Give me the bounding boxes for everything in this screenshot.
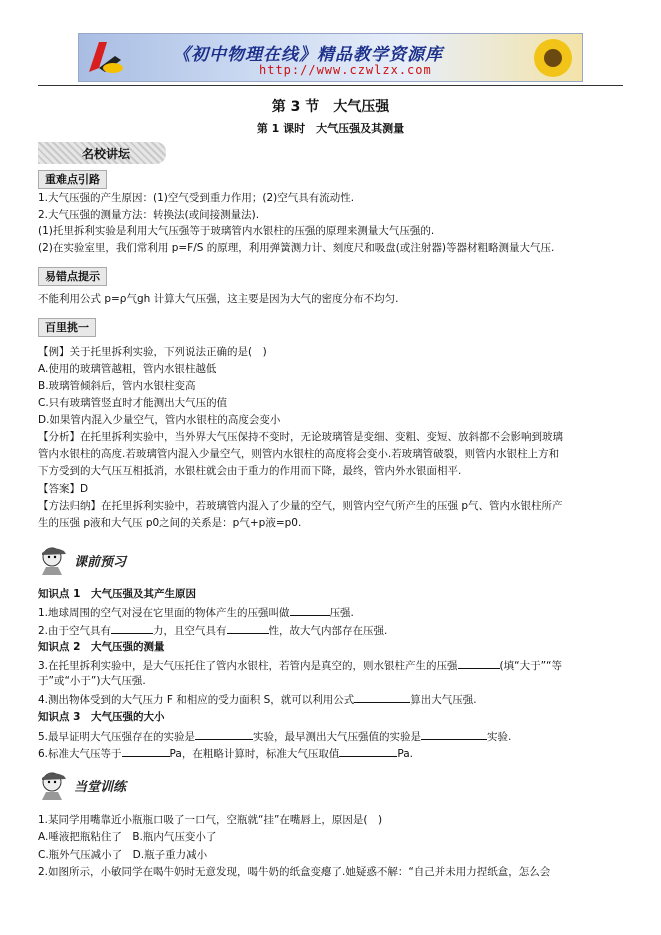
method-line: 【方法归纳】在托里拆利实验中，若玻璃管内混入了少量的空气，则管内空气所产生的压强 p气、管内水银柱所产 [38, 500, 563, 512]
student-icon [38, 545, 72, 575]
option-b: B.玻璃管倾斜后，管内水银柱变高 [38, 380, 196, 392]
question-4: 4.测出物体受到的大气压力 F 和相应的受力面积 S，就可以利用公式 算出大气压强. [38, 691, 477, 708]
yicuo-line: 不能利用公式 p=ρ气gh 计算大气压强，这主要是因为大气的密度分布不均匀. [38, 293, 399, 305]
kqyx-header [38, 545, 154, 573]
zhongnan-tag: 重难点引路 [38, 170, 107, 189]
question-2: 2.由于空气具有 力，且空气具有 性，故大气内部存在压强. [38, 622, 387, 639]
question-3: 3.在托里拆利实验中，是大气压托住了管内水银柱，若管内是真空的，则水银柱产生的压强 (填“大于”“等 [38, 657, 562, 674]
knowledge-point-2: 知识点 2 大气压强的测量 [38, 641, 165, 653]
yicuo-tag: 易错点提示 [38, 267, 107, 286]
training-options-ab: A.唾液把瓶粘住了 B.瓶内气压变小了 [38, 831, 217, 843]
zhongnan-line: 1.大气压强的产生原因：(1)空气受到重力作用；(2)空气具有流动性. [38, 192, 355, 204]
zhongnan-line: (1)托里拆利实验是利用大气压强等于玻璃管内水银柱的压强的原理来测量大气压强的. [38, 225, 435, 237]
training-question-1: 1.某同学用嘴靠近小瓶瓶口吸了一口气，空瓶就“挂”在嘴唇上，原因是( ) [38, 814, 383, 826]
header-divider [38, 85, 623, 86]
dtxl-header [38, 770, 154, 798]
option-a: A.使用的玻璃管越粗，管内水银柱越低 [38, 363, 217, 375]
training-options-cd: C.瓶外气压减小了 D.瓶子重力减小 [38, 849, 208, 861]
answer-blank[interactable] [354, 691, 410, 703]
lesson-title: 第 1 课时 大气压强及其测量 [256, 122, 405, 135]
banner-url[interactable]: http://www.czwlzx.com [259, 63, 432, 77]
option-c: C.只有玻璃管竖直时才能测出大气压的值 [38, 397, 228, 409]
mingxiao-badge [38, 142, 166, 164]
analysis-line: 管内水银柱的高度.若玻璃管内混入少量空气，则管内水银柱的高度将会变小.若玻璃管破裂，则管内水银柱上方和 [38, 448, 560, 460]
training-question-2: 2.如图所示，小敏同学在喝牛奶时无意发现，喝牛奶的纸盒变瘪了.她疑惑不解：“自己并未用力捏纸盒，怎么会 [38, 866, 551, 878]
kqyx-label: 课前预习 [74, 555, 127, 570]
logo-icon [85, 38, 125, 76]
question-3-cont: 于”或“小于”)大气压强. [38, 675, 146, 687]
example-question: 【例】关于托里拆利实验，下列说法正确的是( ) [38, 346, 267, 358]
answer-blank[interactable] [195, 728, 253, 740]
answer-blank[interactable] [290, 604, 330, 616]
question-5: 5.最早证明大气压强存在的实验是 实验，最早测出大气压强值的实验是 实验. [38, 728, 511, 745]
knowledge-point-3: 知识点 3 大气压强的大小 [38, 711, 165, 723]
answer-blank[interactable] [339, 745, 397, 757]
section-title: 第 3 节 大气压强 [271, 99, 390, 115]
banner-title: 《初中物理在线》精品教学资源库 [173, 45, 443, 65]
zhongnan-line: (2)在实验室里，我们常利用 p=F/S 的原理，利用弹簧测力计、刻度尺和吸盘(或注射器)等器材粗略测量大气压. [38, 242, 555, 254]
question-6: 6.标准大气压等于 Pa，在粗略计算时，标准大气压取值 Pa. [38, 745, 413, 762]
option-d: D.如果管内混入少量空气，管内水银柱的高度会变小 [38, 414, 281, 426]
student-icon [38, 770, 72, 800]
analysis-line: 下方受到的大气压互相抵消，水银柱就会由于重力的作用而下降，最终，管内外水银面相平. [38, 465, 462, 477]
answer-blank[interactable] [421, 728, 487, 740]
mingxiao-badge-label: 名校讲坛 [82, 147, 131, 161]
baili-tag: 百里挑一 [38, 318, 96, 337]
question-1: 1.地球周围的空气对浸在它里面的物体产生的压强叫做 压强. [38, 604, 354, 621]
answer-blank[interactable] [458, 657, 500, 669]
answer-line: 【答案】D [38, 483, 89, 495]
sunflower-icon [532, 37, 574, 79]
knowledge-point-1: 知识点 1 大气压强及其产生原因 [38, 588, 196, 600]
header-banner [78, 33, 583, 82]
answer-blank[interactable] [111, 622, 153, 634]
analysis-line: 【分析】在托里拆利实验中，当外界大气压保持不变时，无论玻璃管是变细、变粗、变短、放斜都不会影响到玻璃 [38, 431, 563, 443]
answer-blank[interactable] [122, 745, 170, 757]
zhongnan-line: 2.大气压强的测量方法：转换法(或间接测量法). [38, 209, 260, 221]
method-line: 生的压强 p液和大气压 p0之间的关系是：p气+p液=p0. [38, 517, 302, 529]
dtxl-label: 当堂训练 [74, 780, 127, 795]
answer-blank[interactable] [227, 622, 269, 634]
